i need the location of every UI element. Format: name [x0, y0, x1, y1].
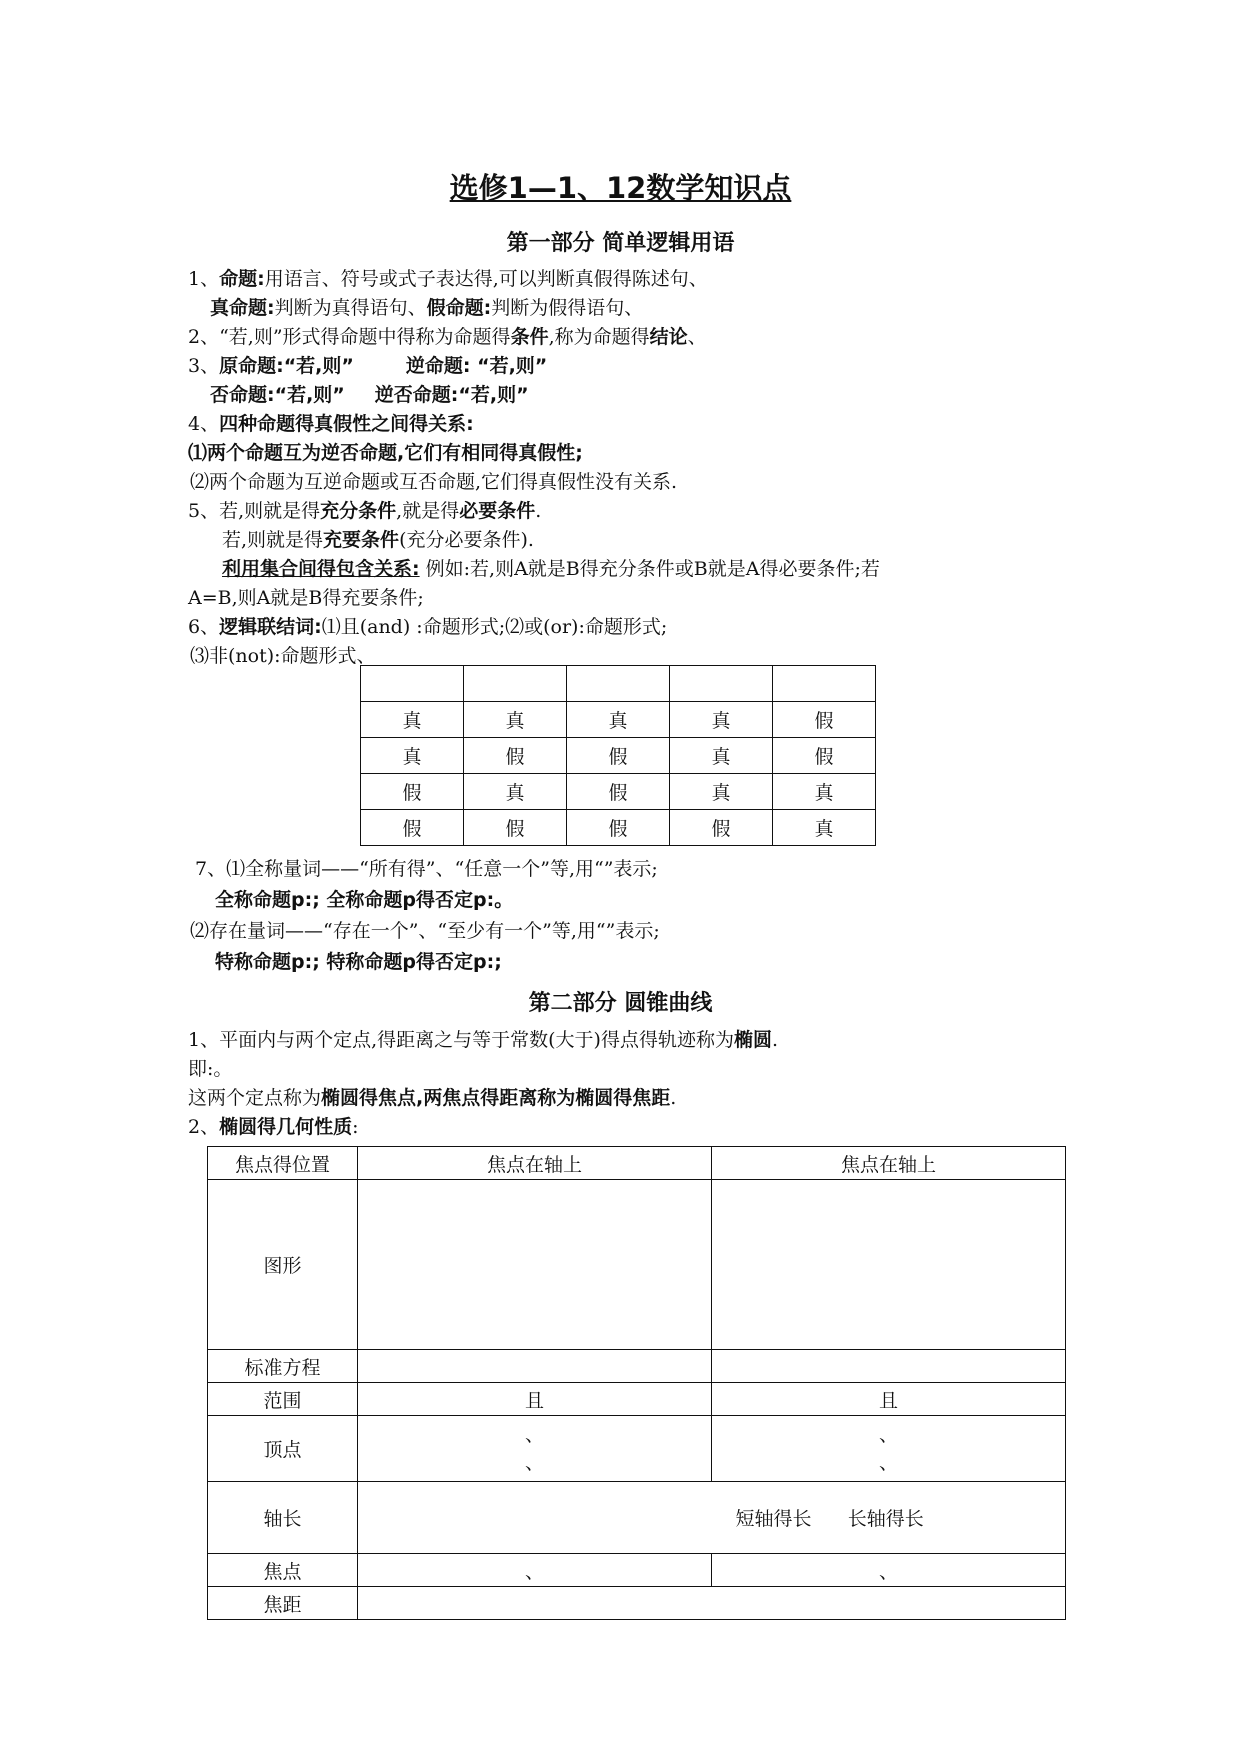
truth-cell: 真: [361, 702, 464, 738]
table-row: [208, 1147, 1066, 1180]
table-row: [361, 774, 876, 810]
truth-cell: 假: [464, 810, 567, 846]
truth-cell: 假: [361, 774, 464, 810]
line-foci: 这两个定点称为椭圆得焦点,两焦点得距离称为椭圆得焦距.: [188, 1087, 677, 1109]
truth-cell: 假: [567, 774, 670, 810]
table-row: [361, 666, 876, 702]
truth-cell: 假: [773, 738, 876, 774]
truth-cell: 真: [670, 738, 773, 774]
line-sufficient-necessary: 5、若,则就是得充分条件,就是得必要条件.: [188, 500, 542, 522]
truth-cell: [773, 666, 876, 702]
table-row: [208, 1554, 1066, 1587]
line-necessary-sufficient: 若,则就是得充要条件(充分必要条件).: [222, 529, 534, 551]
line-true-false-proposition: 真命题:判断为真得语句、假命题:判断为假得语句、: [210, 297, 644, 319]
figure-label: 图形: [208, 1180, 358, 1350]
line-ellipse-definition: 1、平面内与两个定点,得距离之与等于常数(大于)得点得轨迹称为椭圆.: [188, 1029, 779, 1051]
range-label: 范围: [208, 1383, 358, 1416]
line-existential-proposition: 特称命题p:; 特称命题p得否定p:;: [215, 951, 502, 973]
line-converse-rule: ⑵两个命题为互逆命题或互否命题,它们得真假性没有关系.: [190, 471, 678, 493]
line-logical-connectives: 6、逻辑联结词:⑴且(and) :命题形式;⑵或(or):命题形式;: [188, 616, 668, 638]
part2-heading: 第二部分 圆锥曲线: [528, 991, 713, 1016]
equation-label: 标准方程: [208, 1350, 358, 1383]
axis-label: 轴长: [208, 1482, 358, 1554]
range-cell: 且: [358, 1383, 712, 1416]
header-cell: 焦点得位置: [208, 1147, 358, 1180]
line-proposition: 1、命题:用语言、符号或式子表达得,可以判断真假得陈述句、: [188, 268, 708, 290]
line-four-propositions: 4、四种命题得真假性之间得关系:: [188, 413, 474, 435]
line-contrapositive-rule: ⑴两个命题互为逆否命题,它们有相同得真假性;: [188, 442, 583, 464]
truth-cell: 假: [773, 702, 876, 738]
truth-table: [360, 665, 876, 846]
vertex-label: 顶点: [208, 1416, 358, 1482]
table-row: [208, 1416, 1066, 1482]
line-ellipse-properties: 2、椭圆得几何性质:: [188, 1116, 359, 1138]
truth-cell: 假: [361, 810, 464, 846]
focal-distance-label: 焦距: [208, 1587, 358, 1620]
line-existential-quantifier: ⑵存在量词——“存在一个”、“至少有一个”等,用“”表示;: [190, 920, 660, 942]
ellipse-properties-table: [207, 1146, 1066, 1620]
line-universal-quantifier: 7、⑴全称量词——“所有得”、“任意一个”等,用“”表示;: [195, 858, 658, 880]
truth-cell: [567, 666, 670, 702]
truth-cell: 假: [670, 810, 773, 846]
truth-cell: 假: [567, 738, 670, 774]
vertex-cell: 、 、: [712, 1416, 1066, 1482]
focus-cell: 、: [712, 1554, 1066, 1587]
table-row: [208, 1180, 1066, 1350]
line-set-inclusion: 利用集合间得包含关系: 例如:若,则A就是B得充分条件或B就是A得必要条件;若: [222, 558, 880, 580]
figure-cell-x: [358, 1180, 712, 1350]
header-cell: 焦点在轴上: [712, 1147, 1066, 1180]
table-row: [208, 1587, 1066, 1620]
truth-cell: 真: [361, 738, 464, 774]
truth-cell: 真: [773, 810, 876, 846]
line-ie: 即:。: [188, 1058, 233, 1080]
table-row: [361, 738, 876, 774]
focus-label: 焦点: [208, 1554, 358, 1587]
focus-cell: 、: [358, 1554, 712, 1587]
truth-cell: 真: [567, 702, 670, 738]
line-not: ⑶非(not):命题形式、: [190, 645, 376, 667]
truth-cell: 假: [464, 738, 567, 774]
truth-cell: 真: [670, 774, 773, 810]
table-row: [208, 1383, 1066, 1416]
table-row: [208, 1482, 1066, 1554]
truth-cell: 真: [464, 774, 567, 810]
part1-heading: 第一部分 简单逻辑用语: [506, 231, 735, 256]
line-original-converse: 3、原命题:“若,则” 逆命题: “若,则”: [188, 355, 548, 377]
truth-cell: [670, 666, 773, 702]
range-cell: 且: [712, 1383, 1066, 1416]
table-row: [361, 810, 876, 846]
line-inverse-contrapositive: 否命题:“若,则” 逆否命题:“若,则”: [210, 384, 529, 406]
truth-cell: [464, 666, 567, 702]
truth-cell: 假: [567, 810, 670, 846]
line-universal-proposition: 全称命题p:; 全称命题p得否定p:。: [215, 889, 514, 911]
page-title: 选修1—1、12数学知识点: [449, 171, 792, 205]
vertex-cell: 、 、: [358, 1416, 712, 1482]
line-condition-conclusion: 2、“若,则”形式得命题中得称为命题得条件,称为命题得结论、: [188, 326, 707, 348]
figure-cell-y: [712, 1180, 1066, 1350]
axis-cell: 短轴得长 长轴得长: [358, 1482, 1066, 1554]
truth-cell: 真: [670, 702, 773, 738]
table-row: [361, 702, 876, 738]
table-row: [208, 1350, 1066, 1383]
header-cell: 焦点在轴上: [358, 1147, 712, 1180]
truth-cell: 真: [464, 702, 567, 738]
truth-cell: 真: [773, 774, 876, 810]
line-set-equal: A=B,则A就是B得充要条件;: [188, 587, 424, 609]
truth-cell: [361, 666, 464, 702]
